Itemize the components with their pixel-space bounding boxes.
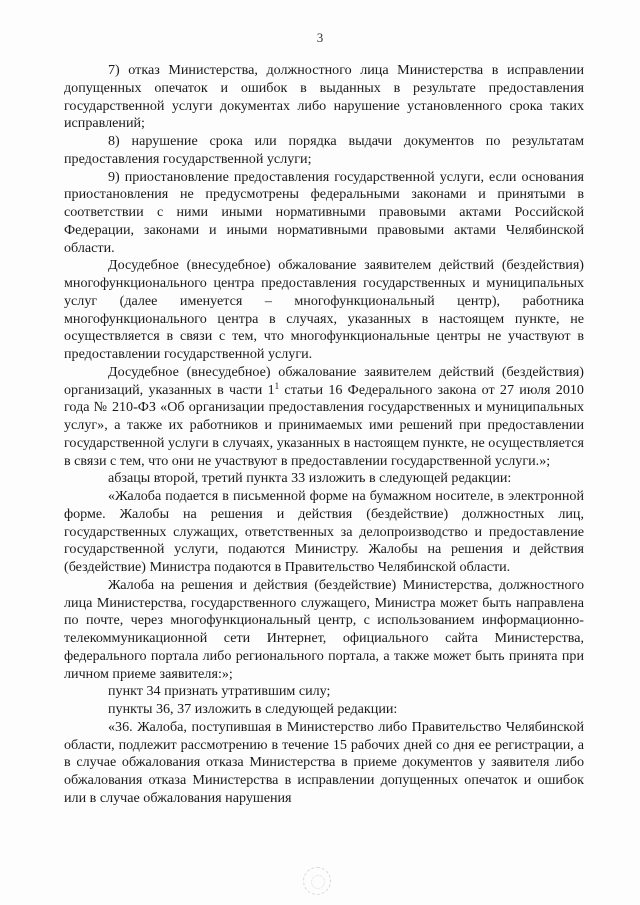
- paragraph-organizations-before: Досудебное (внесудебное) обжалование заявителем действий (бездействия) организаций, указанных в части 1: [64, 363, 584, 398]
- paragraph-amend-33: абзацы второй, третий пункта 33 изложить в следующей редакции:: [108, 470, 512, 487]
- paragraph-item-9: 9) приостановление предоставления государственной услуги, если основания приостановления не предусмотрены федеральными законами и принятыми в соответствии с ними иными нормативными правовыми актами Российской Федерации, законами и иными нормативными правовыми актами Челябинской области.: [64, 168, 584, 256]
- paragraph-complaint-channels: Жалоба на решения и действия (бездействие) Министерства, должностного лица Министерства, государственного служащего, Министра может быть направлена по почте, через многофункциональный центр, с использованием информационно-телекоммуникационной сети Интернет, официального сайта Министерства, федерального портала либо регионального портала, а также может быть принята при личном приеме заявителя:»;: [64, 576, 584, 682]
- paragraph-complaint-form: «Жалоба подается в письменной форме на бумажном носителе, в электронной форме. Жалобы на решения и действия (бездействие) должностных лиц, государственных служащих, ответственных за делопроизводство и предоставление государственной услуги, подаются Министру. Жалобы на решения и действия (бездействие) Министра подаются в Правительство Челябинской области.: [64, 488, 584, 575]
- page-number: 3: [316, 30, 324, 45]
- paragraph-organizations-after: статьи 16 Федерального закона от 27 июля 2010 года № 210-ФЗ «Об организации предоставления государственных и муниципальных услуг», а также их работников и принимаемых ими решений при предоставлении государственной услуги в случаях, указанных в настоящем пункте, не осуществляется в связи с тем, что они не участвуют в предоставлении государственной услуги.»;: [64, 381, 584, 469]
- paragraph-organizations-appeal: [64, 364, 584, 471]
- paragraph-item-7: 7) отказ Министерства, должностного лица Министерства в исправлении допущенных опечаток и ошибок в выданных в результате предоставления государственной услуги документах либо нарушение установленного срока таких исправлений;: [64, 62, 584, 132]
- document-body: [64, 62, 584, 808]
- paragraph-point-36: «36. Жалоба, поступившая в Министерство либо Правительство Челябинской области, подлежит рассмотрению в течение 15 рабочих дней со дня ее регистрации, а в случае обжалования отказа Министерства в приеме документов у заявителя либо обжалования отказа Министерства в исправлении допущенных опечаток и ошибок или в случае обжалования нарушения: [64, 718, 584, 806]
- paragraph-mfc-appeal: Досудебное (внесудебное) обжалование заявителем действий (бездействия) многофункционального центра предоставления государственных и муниципальных услуг (далее именуется – многофункциональный центр), работника многофункционального центра в случаях, указанных в настоящем пункте, не осуществляется в связи с тем, что многофункциональные центры не участвуют в предоставлении государственной услуги.: [64, 257, 584, 362]
- faint-seal-mark: [303, 867, 331, 895]
- superscript-marker: 1: [274, 380, 280, 391]
- paragraph-point-34: пункт 34 признать утратившим силу;: [108, 683, 331, 700]
- paragraph-points-36-37: пункты 36, 37 изложить в следующей редакции:: [108, 701, 398, 717]
- paragraph-item-8: 8) нарушение срока или порядка выдачи документов по результатам предоставления государственной услуги;: [64, 133, 584, 167]
